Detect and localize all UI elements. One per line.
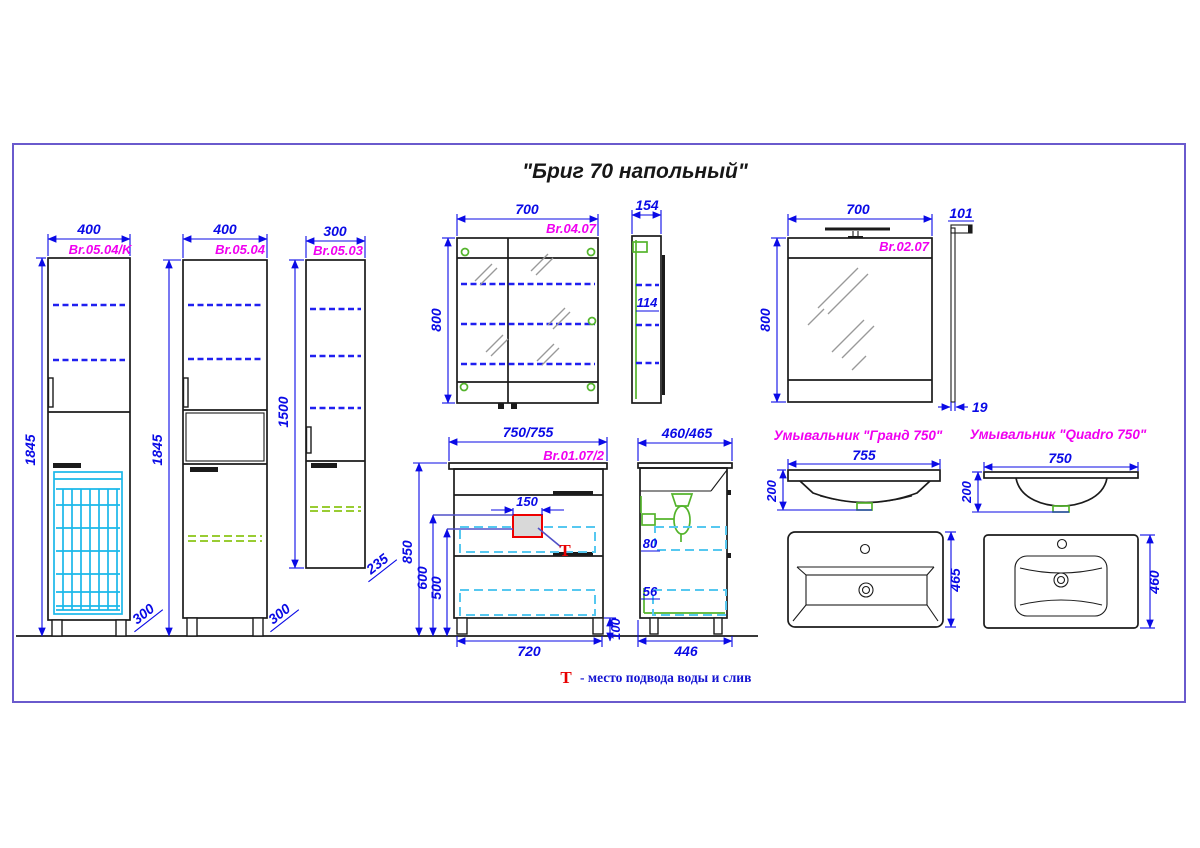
code-u1: Br.05.04/K <box>68 242 132 257</box>
dim-vs-base: 446 <box>674 643 698 659</box>
foot-tab <box>511 403 517 409</box>
dim-u1-width: 400 <box>77 221 101 237</box>
drain-hole <box>859 583 873 597</box>
dim-vn-500: 500 <box>428 576 444 600</box>
dim-u3-depth <box>358 546 397 582</box>
sink-quadro <box>959 427 1162 628</box>
sink-grand-top-view <box>788 532 963 627</box>
drain <box>1053 506 1069 512</box>
code-mc: Br.04.07 <box>546 221 596 236</box>
dim-u3-height: 1500 <box>275 396 291 428</box>
dim-vs-80: 80 <box>642 536 658 551</box>
handle-edge <box>727 490 731 495</box>
dim-u2-height: 1845 <box>149 434 165 466</box>
mirror-hatch <box>808 268 874 370</box>
dim-vn-width: 750/755 <box>502 424 554 440</box>
leg <box>714 618 722 634</box>
dim-vs-56: 56 <box>642 584 658 599</box>
dim-mr-top: 101 <box>949 205 973 221</box>
svg-text:235: 235 <box>362 550 392 578</box>
dim-vn-600: 600 <box>414 566 430 590</box>
drain <box>857 503 872 510</box>
vanity-side <box>638 425 732 659</box>
mirror-side <box>938 205 988 415</box>
dim-vn-leg: 100 <box>608 618 623 640</box>
legend-note <box>560 668 751 687</box>
leg <box>457 618 467 634</box>
dim-sq-depth: 460 <box>1146 570 1162 594</box>
hinge-mark <box>588 249 595 256</box>
clip-mark <box>633 242 647 252</box>
wire-basket <box>54 472 122 614</box>
page-title: "Бриг 70 напольный" <box>522 160 748 183</box>
legend-t-symbol: Т <box>560 668 572 687</box>
mirror-br0207 <box>757 201 932 402</box>
dim-vn-base: 720 <box>517 643 541 659</box>
leg <box>650 618 658 634</box>
handle-edge <box>727 553 731 558</box>
door-handle-bar <box>190 467 218 472</box>
door-handle <box>307 427 312 453</box>
faucet-hole <box>1058 540 1067 549</box>
leg <box>116 620 126 636</box>
t-marker: Т <box>559 541 571 560</box>
mirror-cabinet-br0407 <box>428 201 598 409</box>
dim-vn-850: 850 <box>399 540 415 564</box>
bracket-cap <box>968 225 973 233</box>
dim-mc-width: 700 <box>515 201 539 217</box>
dim-vs-depth: 460/465 <box>661 425 713 441</box>
code-u3: Br.05.03 <box>313 243 363 258</box>
dim-mr-width: 700 <box>846 201 870 217</box>
drawer-inner <box>460 590 595 615</box>
dim-sq-height: 200 <box>959 481 974 503</box>
sink-quadro-top-view <box>984 535 1162 628</box>
dim-u2-depth <box>260 596 299 632</box>
dim-mr-thick: 19 <box>972 399 988 415</box>
drawer-front <box>186 413 264 461</box>
drawer-inner <box>655 527 726 550</box>
hinge-mark <box>588 384 595 391</box>
dim-sq-width: 750 <box>1048 450 1072 466</box>
leg <box>593 618 603 634</box>
mirror-cabinet-side <box>632 197 664 403</box>
drain-hole <box>1054 573 1068 587</box>
unit-br0504k <box>22 221 163 636</box>
code-u2: Br.05.04 <box>215 242 265 257</box>
dim-mc-height: 800 <box>428 308 444 332</box>
door-handle <box>184 378 189 407</box>
hinge-mark <box>461 384 468 391</box>
dim-vn-hole: 150 <box>516 494 538 509</box>
code-mr: Br.02.07 <box>879 239 929 254</box>
sink-quadro-title: Умывальник "Quadro 750" <box>969 427 1147 442</box>
vanity-br0107 <box>399 424 623 659</box>
sink-grand-title: Умывальник "Гранд 750" <box>773 428 943 443</box>
unit-br0503 <box>275 223 397 582</box>
dim-mr-height: 800 <box>757 308 773 332</box>
dim-u1-height: 1845 <box>22 434 38 466</box>
foot-tab <box>498 403 504 409</box>
leg <box>253 618 263 636</box>
dim-u2-width: 400 <box>213 221 237 237</box>
basket-handle <box>53 463 81 468</box>
mirror-hatch <box>475 254 570 365</box>
dim-mc-inner: 114 <box>636 295 658 310</box>
dim-mc-side-width: 154 <box>635 197 659 213</box>
code-vn: Br.01.07/2 <box>543 448 604 463</box>
service-hole <box>513 515 542 537</box>
dim-u3-width: 300 <box>323 223 347 239</box>
drawer-inner <box>653 590 726 615</box>
leg <box>52 620 62 636</box>
svg-text:300: 300 <box>128 600 158 628</box>
dim-sg-height: 200 <box>764 480 779 502</box>
door-handle-bar <box>311 463 337 468</box>
sink-grand <box>764 428 963 627</box>
dim-sg-depth: 465 <box>947 568 963 592</box>
faucet-hole <box>861 545 870 554</box>
svg-text:300: 300 <box>264 600 294 628</box>
hinge-mark <box>462 249 469 256</box>
legend-text: - место подвода воды и слив <box>580 670 752 685</box>
drawer-handle <box>553 491 593 495</box>
dim-sg-width: 755 <box>852 447 876 463</box>
door-handle <box>49 378 54 407</box>
hinge-mark <box>589 318 596 325</box>
leg <box>187 618 197 636</box>
